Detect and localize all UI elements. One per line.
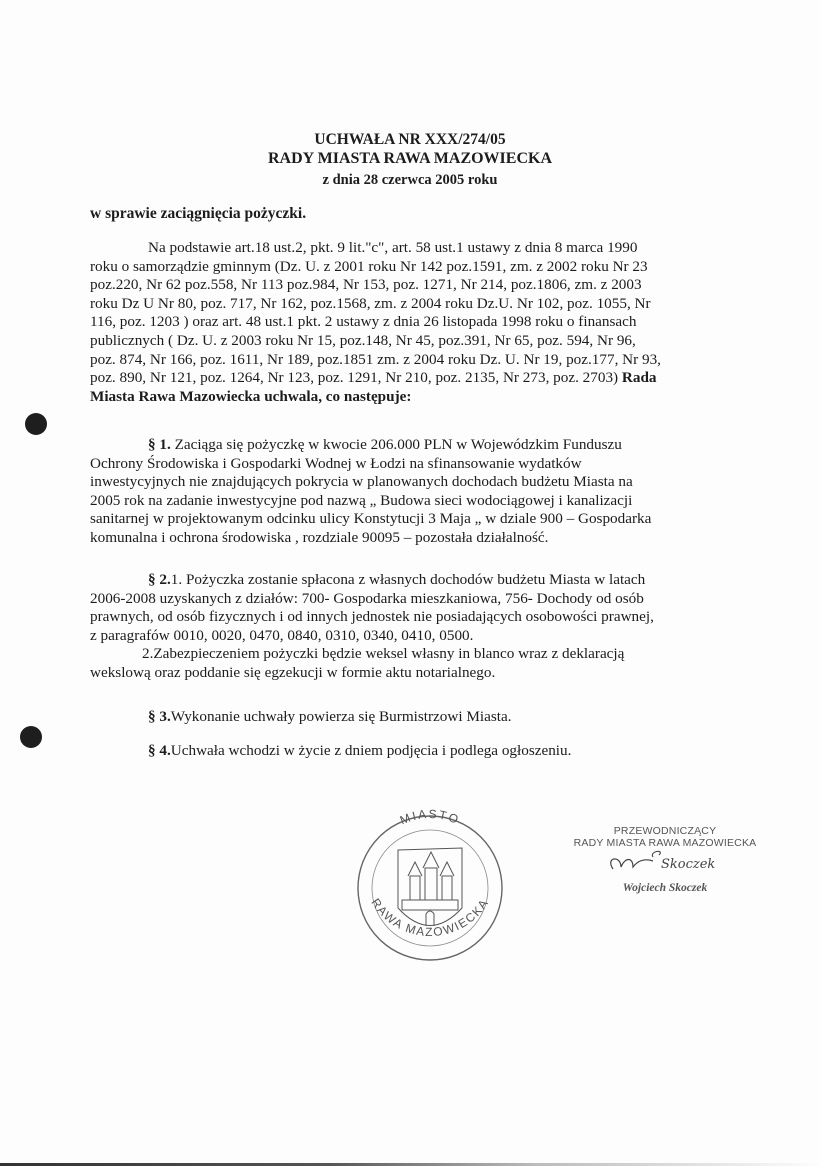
resolution-title: UCHWAŁA NR XXX/274/05 <box>314 131 506 148</box>
preamble-line <box>90 369 780 388</box>
city-seal-stamp <box>340 808 520 968</box>
section-line: 2.Zabezpieczeniem pożyczki będzie weksel własny in blanco wraz z deklaracją <box>142 645 625 663</box>
preamble-line <box>90 388 780 407</box>
section-line <box>90 708 780 727</box>
preamble-line: 116, poz. 1203 ) oraz art. 48 ust.1 pkt. 2 ustawy z dnia 26 listopada 1998 roku o finansach <box>90 313 637 331</box>
section-line: 2006-2008 uzyskanych z działów: 700- Gospodarka mieszkaniowa, 756- Dochody od osób <box>90 589 644 607</box>
preamble-line: Na podstawie art.18 ust.2, pkt. 9 lit."c", art. 58 ust.1 ustawy z dnia 8 marca 1990 <box>148 239 638 256</box>
section-line: prawnych, od osób fizycznych i od innych jednostek nie posiadających osobowości prawnej, <box>90 608 654 626</box>
preamble-line: poz. 874, Nr 166, poz. 1611, Nr 189, poz.1851 zm. z 2004 roku Dz. U. Nr 19, poz.177, Nr 93, <box>90 350 661 368</box>
preamble-line: roku Dz U Nr 80, poz. 717, Nr 162, poz.1568, zm. z 2004 roku Dz.U. Nr 102, poz. 1055, Nr <box>90 294 651 312</box>
section-line: wekslową oraz poddanie się egzekucji w formie aktu notarialnego. <box>90 663 496 681</box>
section-text: Zaciąga się pożyczkę w kwocie 206.000 PLN w Wojewódzkim Funduszu <box>170 436 622 453</box>
resolution-subject: w sprawie zaciągnięcia pożyczki. <box>90 205 307 222</box>
preamble <box>90 239 780 406</box>
seal-top-text: MIASTO <box>397 808 463 828</box>
signature-block <box>565 825 765 894</box>
preamble-line: roku o samorządzie gminnym (Dz. U. z 2001 roku Nr 142 poz.1591, zm. z 2002 roku Nr 23 <box>90 257 648 275</box>
svg-text:Skoczek: Skoczek <box>661 857 716 872</box>
signatory-role: PRZEWODNICZĄCY <box>613 825 717 837</box>
section-line: sanitarnej w projektowanym odcinku ulicy Konstytucji 3 Maja „ w dziale 900 – Gospodarka <box>90 510 652 528</box>
resolution-date: z dnia 28 czerwca 2005 roku <box>322 172 498 188</box>
resolution-issuer: RADY MIASTA RAWA MAZOWIECKA <box>267 150 553 167</box>
signatory-name: Wojciech Skoczek <box>622 882 708 894</box>
section-mark: § 2. <box>148 571 171 588</box>
preamble-bold: Miasta Rawa Mazowiecka uchwala, co następuje: <box>90 387 412 405</box>
section-4 <box>90 742 780 761</box>
section-text: 1. Pożyczka zostanie spłacona z własnych dochodów budżetu Miasta w latach <box>170 571 646 588</box>
section-2 <box>90 571 780 683</box>
section-1 <box>90 436 780 548</box>
section-mark: § 3. <box>148 708 171 725</box>
section-line <box>90 436 780 455</box>
section-3 <box>90 708 780 727</box>
section-mark: § 1. <box>148 436 171 453</box>
punch-hole-mark <box>25 413 47 435</box>
preamble-line: poz.220, Nr 62 poz.558, Nr 113 poz.984, Nr 153, poz. 1271, Nr 214, poz.1806, zm. z 2003 <box>90 276 642 294</box>
section-line: z paragrafów 0010, 0020, 0470, 0840, 0310, 0340, 0410, 0500. <box>90 626 474 644</box>
coat-of-arms-icon <box>398 848 462 926</box>
preamble-line: publicznych ( Dz. U. z 2003 roku Nr 15, poz.148, Nr 45, poz.391, Nr 65, poz. 594, Nr 96, <box>90 331 636 349</box>
seal-bottom-text: RAWA MAZOWIECKA <box>368 895 492 940</box>
section-line: Ochrony Środowiska i Gospodarki Wodnej w Łodzi na sfinansowanie wydatków <box>90 454 582 472</box>
section-text: Uchwała wchodzi w życie z dniem podjęcia i podlega ogłoszeniu. <box>170 742 572 759</box>
section-line: komunalna i ochrona środowiska , rozdziale 90095 – pozostała działalność. <box>90 528 549 546</box>
section-line <box>90 742 780 761</box>
section-mark: § 4. <box>148 742 171 759</box>
signatory-council: RADY MIASTA RAWA MAZOWIECKA <box>573 837 757 849</box>
preamble-text: poz. 890, Nr 121, poz. 1264, Nr 123, poz. 1291, Nr 210, poz. 2135, Nr 273, poz. 2703) <box>90 369 622 387</box>
section-line: 2005 rok na zadanie inwestycyjne pod nazwą „ Budowa sieci wodociągowej i kanalizacji <box>90 491 633 509</box>
section-text: Wykonanie uchwały powierza się Burmistrzowi Miasta. <box>170 708 512 725</box>
preamble-bold: Rada <box>621 369 657 387</box>
section-line: inwestycyjnych nie znajdujących pokrycia w planowanych dochodach budżetu Miasta na <box>90 473 633 491</box>
section-line <box>90 571 780 590</box>
handwritten-signature <box>595 849 735 875</box>
punch-hole-mark <box>20 726 42 748</box>
